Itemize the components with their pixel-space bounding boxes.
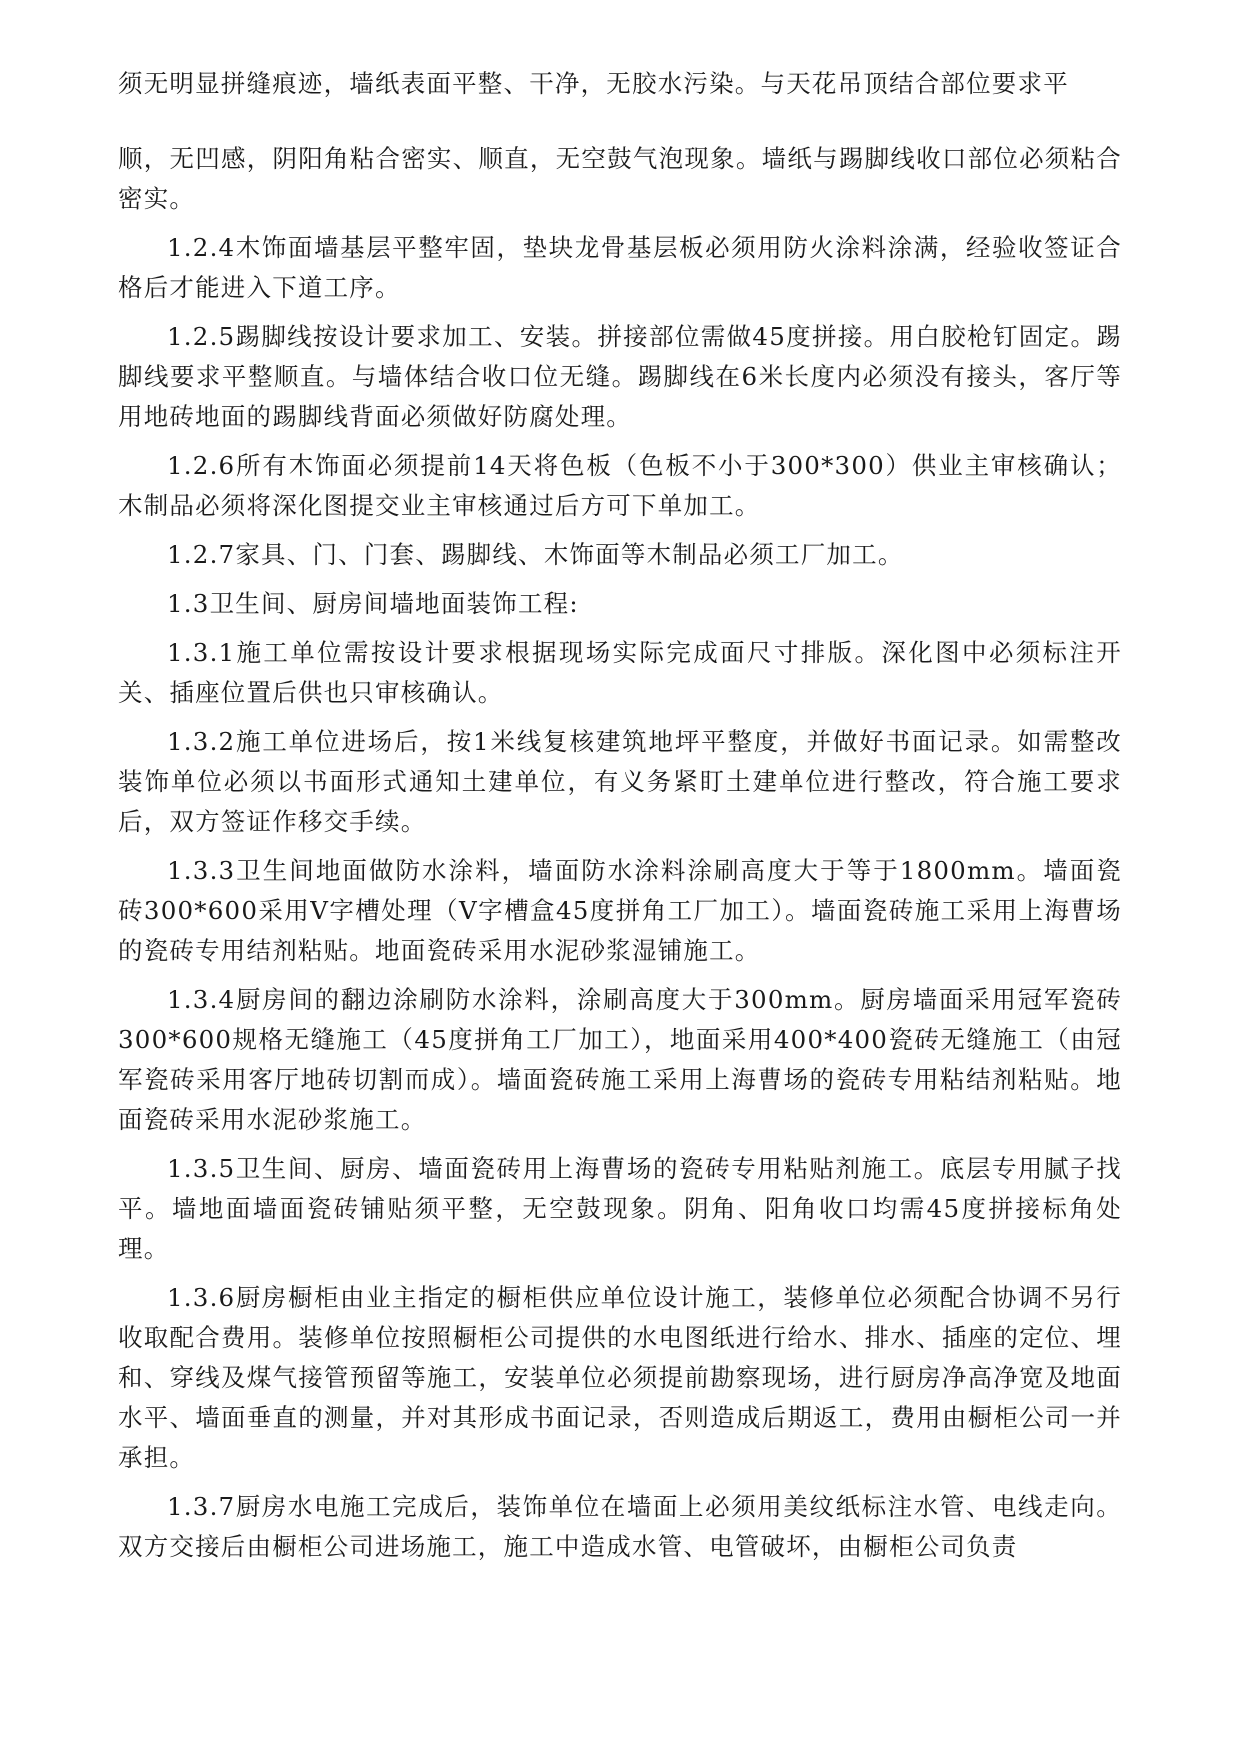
paragraph-1-2-6: 1.2.6所有木饰面必须提前14天将色板（色板不小于300*300）供业主审核确认；木制品必须将深化图提交业主审核通过后方可下单加工。 — [118, 451, 1122, 520]
document-body — [118, 64, 1122, 1567]
paragraph-1-2-5: 1.2.5踢脚线按设计要求加工、安装。拼接部位需做45度拼接。用白胶枪钉固定。踢脚线要求平整顺直。与墙体结合收口位无缝。踢脚线在6米长度内必须没有接头，客厅等用地砖地面的踢脚线背面必须做好防腐处理。 — [118, 322, 1122, 431]
section-heading-1-3: 1.3卫生间、厨房间墙地面装饰工程: — [167, 589, 579, 618]
paragraph-1-3-4: 1.3.4厨房间的翻边涂刷防水涂料，涂刷高度大于300mm。厨房墙面采用冠军瓷砖300*600规格无缝施工（45度拼角工厂加工），地面采用400*400瓷砖无缝施工（由冠军瓷砖采用客厅地砖切割而成）。墙面瓷砖施工采用上海曹场的瓷砖专用粘结剂粘贴。地面瓷砖采用水泥砂浆施工。 — [118, 985, 1122, 1134]
paragraph-1-3-6: 1.3.6厨房橱柜由业主指定的橱柜供应单位设计施工，装修单位必须配合协调不另行收取配合费用。装修单位按照橱柜公司提供的水电图纸进行给水、排水、插座的定位、埋和、穿线及煤气接管预留等施工，安装单位必须提前勘察现场，进行厨房净高净宽及地面水平、墙面垂直的测量，并对其形成书面记录，否则造成后期返工，费用由橱柜公司一并承担。 — [118, 1283, 1122, 1472]
paragraph-1-3-3: 1.3.3卫生间地面做防水涂料，墙面防水涂料涂刷高度大于等于1800mm。墙面瓷砖300*600采用V字槽处理（V字槽盒45度拼角工厂加工）。墙面瓷砖施工采用上海曹场的瓷砖专用结剂粘贴。地面瓷砖采用水泥砂浆湿铺施工。 — [118, 856, 1122, 965]
paragraph-1-3-5: 1.3.5卫生间、厨房、墙面瓷砖用上海曹场的瓷砖专用粘贴剂施工。底层专用腻子找平。墙地面墙面瓷砖铺贴须平整，无空鼓现象。阴角、阳角收口均需45度拼接标角处理。 — [118, 1154, 1122, 1263]
paragraph-1-2-7: 1.2.7家具、门、门套、踢脚线、木饰面等木制品必须工厂加工。 — [167, 540, 904, 569]
paragraph-wallpaper-finish: 顺，无凹感，阴阳角粘合密实、顺直，无空鼓气泡现象。墙纸与踢脚线收口部位必须粘合密实。 — [118, 144, 1122, 213]
paragraph-1-3-1: 1.3.1施工单位需按设计要求根据现场实际完成面尺寸排版。深化图中必须标注开关、插座位置后供也只审核确认。 — [118, 638, 1122, 707]
paragraph-continuation: 须无明显拼缝痕迹，墙纸表面平整、干净，无胶水污染。与天花吊顶结合部位要求平 — [118, 69, 1069, 98]
paragraph-1-2-4: 1.2.4木饰面墙基层平整牢固，垫块龙骨基层板必须用防火涂料涂满，经验收签证合格后才能进入下道工序。 — [118, 233, 1122, 302]
paragraph-1-3-7: 1.3.7厨房水电施工完成后，装饰单位在墙面上必须用美纹纸标注水管、电线走向。双方交接后由橱柜公司进场施工，施工中造成水管、电管破坏，由橱柜公司负责 — [118, 1492, 1122, 1561]
paragraph-1-3-2: 1.3.2施工单位进场后，按1米线复核建筑地坪平整度，并做好书面记录。如需整改装饰单位必须以书面形式通知土建单位，有义务紧盯土建单位进行整改，符合施工要求后，双方签证作移交手续。 — [118, 727, 1122, 836]
